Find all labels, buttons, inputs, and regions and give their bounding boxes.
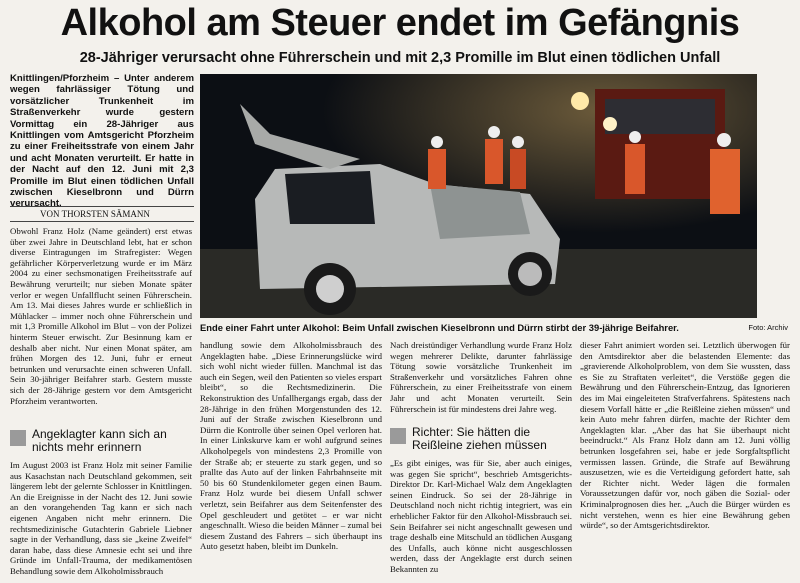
section-heading-text: Richter: Sie hätten die Reißleine ziehen müssen bbox=[412, 425, 547, 452]
accident-photo bbox=[200, 74, 757, 318]
body-text: Obwohl Franz Holz (Name geändert) erst etwas über zwei Jahre in Deutschland lebt, hat er schon diverse Eintragungen im Strafregister: Wegen gefährlicher Körperverletzung wurde er im März 2004 zu einer sechsmonatigen Freiheitsstrafe auf Bewährung verurteilt; nur sieben Monate später verlor er wegen Unfallflucht seinen Führerschein. Am 13. Mai dieses Jahres wurde er schließlich in Mühlacker – immer noch ohne Führerschein und mit 1,3 Promille Alkohol im Blut – von der Polizei hinterm Steuer erwischt. Zur Besinnung kam er deshalb aber nicht. Nur einen Monat später, am frühen Morgen des 12. Juni, fuhr er erneut betrunken und verursachte einen schweren Unfall. Sein 30-jähriger Beifahrer starb. Gestern musste sich der 28-Jährige gestern vor dem Amtsgericht Pforzheim verantworten. bbox=[10, 226, 192, 406]
body-column-4 bbox=[580, 340, 790, 580]
photo-credit: Foto: Archiv bbox=[748, 323, 788, 332]
section-heading-text: Angeklagter kann sich an nichts mehr erinnern bbox=[32, 427, 167, 454]
body-column-3b bbox=[390, 458, 572, 580]
body-text: „Es gibt einiges, was für Sie, aber auch einiges, was gegen Sie spricht“, beschrieb Amtsgerichts-Direktor Dr. Karl-Michael Walz dem Angeklagten seinen Eindruck. So sei der 28-Jährige in Deutschland noch nicht richtig integriert, was ein erheblicher Faktor für den Alkohol-Missbrauch sei. Sein Beifahrer sei nicht angeschnallt gewesen und trage deshalb eine Mitschuld an tödlichen Ausgang des Unfalls, auch könne nicht ausgeschlossen werden, dass der Angeklagte erst durch seinen Bekannten zu bbox=[390, 458, 572, 574]
body-text: handlung sowie dem Alkoholmissbrauch des Angeklagten habe. „Diese Erinnerungslücke wird sich wohl nicht wieder füllen. Manchmal ist das auch ein Segen, weil den Patienten so vieles erspart bleibt“, so die Rechtsmedizinerin. Die Rekonstruktion des Unfallhergangs ergab, dass der 28-Jährige in den frühen Morgenstunden des 12. Juni auf der Straße zwischen Kieselbronn und Dürrn die Kontrolle über seinen Opel verloren hat. In einer Linkskurve kam er wohl aufgrund seines Alkoholpegels von mindestens 2,3 Promille von der Straße ab; er steuerte zu stark gegen, und so prallte das Auto auf der linken Fahrbahnseite mit 50 bis 60 Stundenkilometer gegen einen Baum. Franz Holz wurde bei diesem Unfall schwer verletzt, sein Beifahrer aus dem Seitenfenster des Opel geschleudert und getötet – er war nicht angeschnallt. Wieso die beiden Männer – zumal bei diesem Zustand des Fahrers – sich überhaupt ins Auto gesetzt haben, bleibt im Dunkeln. bbox=[200, 340, 382, 552]
photo-caption: Ende einer Fahrt unter Alkohol: Beim Unfall zwischen Kieselbronn und Dürrn stirbt der 39-jährige Beifahrer. bbox=[200, 322, 679, 333]
section-heading-1 bbox=[10, 428, 194, 454]
section-heading-2 bbox=[390, 426, 574, 452]
body-column-3 bbox=[390, 340, 572, 420]
lead-paragraph: Knittlingen/Pforzheim – Unter anderem wegen fahrlässiger Tötung und vorsätzlicher Trunkenheit im Straßenverkehr wurde gestern Vormittag ein 28-Jähriger aus Knittlingen vom Amtsgericht Pforzheim zu einer Freiheitsstrafe von einem Jahr und acht Monaten verurteilt. Er hatte in der Nacht auf den 12. Juni mit 2,3 Promille im Blut einen tödlichen Unfall zwischen Kieselbronn und Dürrn verursacht. bbox=[10, 73, 194, 210]
byline: VON THORSTEN SÄMANN bbox=[10, 206, 194, 222]
body-text: Im August 2003 ist Franz Holz mit seiner Familie aus Kasachstan nach Deutschland gekommen, seit längerem lebt der gelernte Schlosser in Knittlingen. An die Ereignisse in der Nacht des 12. Juni sowie an den vorangehenden Tag kann er sich nach eigenen Angaben nicht mehr erinnern. Die rechtsmedizinische Gutachterin Gabriele Liebner sagte in der Verhandlung, dass sie „keine Zweifel“ daran habe, dass diese Amnesie echt sei und ihre Gründe im Unfall-Trauma, der medikamentösen Behandlung sowie dem Alkoholmissbrauch bbox=[10, 460, 192, 576]
body-column-1 bbox=[10, 226, 192, 424]
body-text: dieser Fahrt animiert worden sei. Letztlich überwogen für den Amtsdirektor aber die belastenden Elemente: das „gravierende Alkoholproblem, von dem Sie wussten, dass es Sie zu Straftaten verleitet“, die Verstöße gegen die Bewährung und den Führerschein-Entzug, das Ignorieren des im Mai eingeleiteten Strafverfahrens. Spätestens nach diesem Vorfall hätte er „die Reißleine ziehen müssen“ und kein Auto mehr fahren dürfen, machte der Richter dem Angeklagten klar. „Aber das hat Sie überhaupt nicht beeindruckt.“ Als Franz Holz dann am 12. Juni völlig betrunken losgefahren sei, habe er jede Sorgfaltspflicht vermissen lassen. Gründe, die Strafe auf Bewährung auszusetzen, wie es die Verteidigung gefordert hatte, sah der Richter nicht. Weder lägen die formalen Voraussetzungen dafür vor, noch gäben die Sozial- oder Kriminalprognosen dies her. „Auch die Bürger würden es nicht verstehen, wenn es hier eine Bewährung geben würde“, so der Amtsgerichtsdirektor. bbox=[580, 340, 790, 531]
headline: Alkohol am Steuer endet im Gefängnis bbox=[60, 2, 740, 44]
subheadline: 28-Jähriger verursacht ohne Führerschein und mit 2,3 Promille im Blut einen tödlichen Unfall bbox=[79, 50, 721, 66]
square-bullet-icon bbox=[10, 430, 26, 446]
body-column-2 bbox=[200, 340, 382, 580]
square-bullet-icon bbox=[390, 428, 406, 444]
body-column-1b bbox=[10, 460, 192, 580]
body-text: Nach dreistündiger Verhandlung wurde Franz Holz wegen mehrerer Delikte, darunter fahrlässige Tötung sowie vorsätzliche Trunkenheit im Straßenverkehr und vorsätzliches Fahren ohne Führerschein, zu einer Freiheitsstrafe von einem Jahr und acht Monaten verurteilt. Sein Führerschein ist für mindestens drei Jahre weg. bbox=[390, 340, 572, 414]
